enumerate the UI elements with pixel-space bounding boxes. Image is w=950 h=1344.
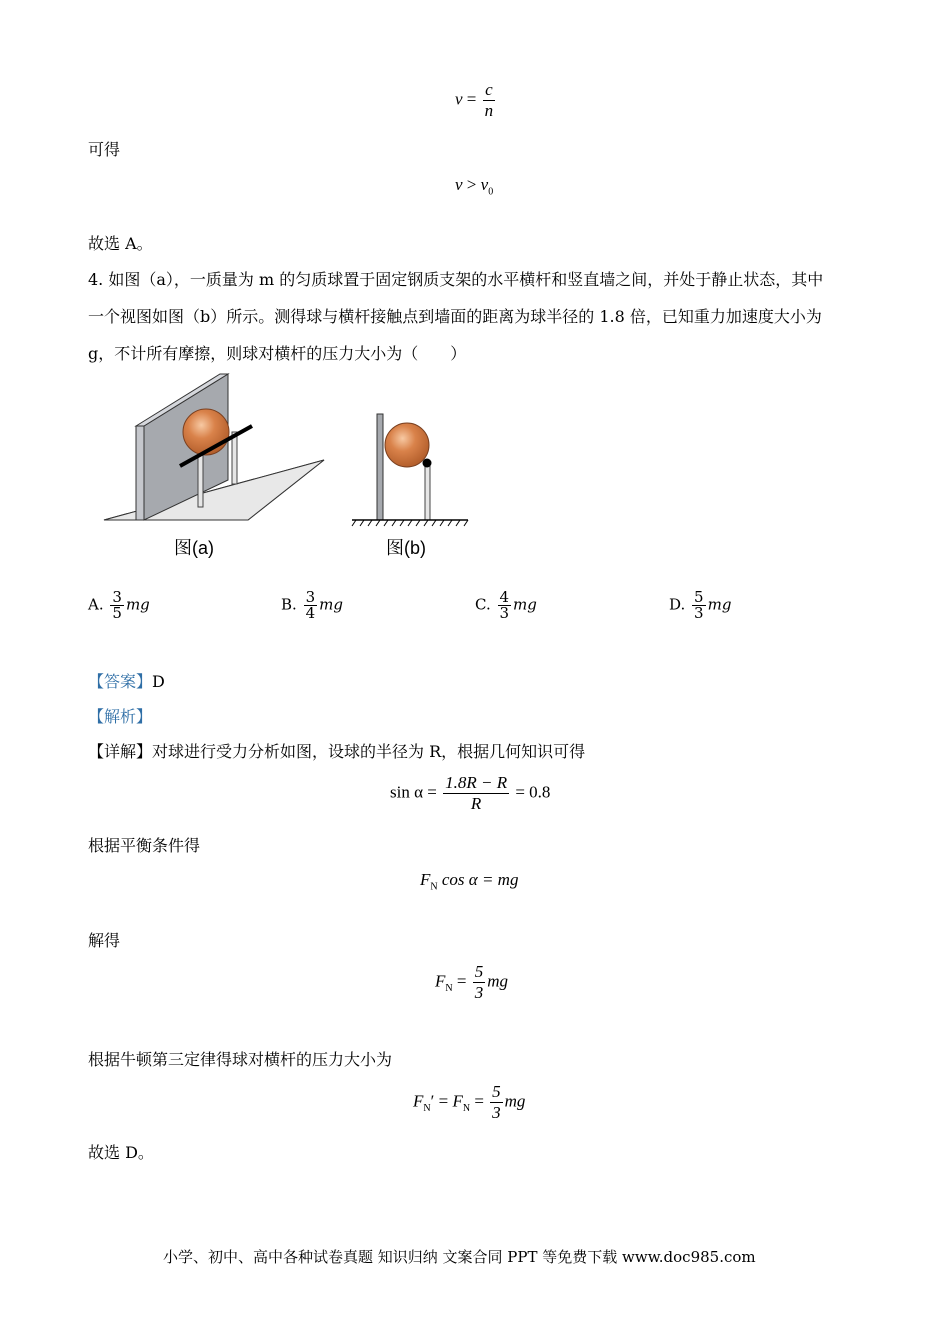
equation-balance: $F_N$ cos α = mg	[420, 870, 519, 893]
text-choose-a: 故选 A。	[88, 234, 153, 253]
answer-line	[88, 672, 165, 692]
option-c: C. $\frac{4}{3}$ mg	[475, 588, 537, 622]
equation-pressure: $F_N' = F_N$ = $\frac{5}{3}$ mg	[413, 1082, 526, 1122]
detail-line	[88, 742, 585, 762]
text-kede: 可得	[88, 140, 121, 159]
answer-label: 【答案】	[88, 672, 153, 691]
equation-speed: v = $\frac{c}{n}$	[455, 80, 494, 120]
equation-sin-alpha: sin α = $\frac{1.8R - R}{R}$ = 0.8	[390, 773, 551, 813]
equation-normal-force: $F_N$ = $\frac{5}{3}$ mg	[435, 962, 508, 1002]
analysis-label: 【解析】	[88, 707, 153, 726]
text-newton: 根据牛顿第三定律得球对横杆的压力大小为	[88, 1050, 393, 1069]
text-choose-d: 故选 D。	[88, 1143, 154, 1162]
figure-a	[104, 374, 324, 520]
answer-value: D	[152, 672, 165, 691]
footer-text: 小学、初中、高中各种试卷真题 知识归纳 文案合同 PPT 等免费下载 www.doc985.com	[163, 1248, 756, 1266]
equation-inequality: $v > v_0$	[455, 175, 494, 198]
option-b: B. $\frac{3}{4}$ mg	[281, 588, 343, 622]
question-line-2: 一个视图如图（b）所示。测得球与横杆接触点到墙面的距离为球半径的 1.8 倍，已知重力加速度大小为	[88, 307, 822, 326]
caption-figure-a: 图(a)	[174, 538, 214, 558]
detail-text: 对球进行受力分析如图，设球的半径为 R，根据几何知识可得	[152, 742, 586, 761]
text-balance: 根据平衡条件得	[88, 836, 201, 855]
question-line-3: g，不计所有摩擦，则球对横杆的压力大小为（ ）	[88, 344, 467, 363]
detail-label: 【详解】	[88, 742, 153, 761]
text-solve: 解得	[88, 931, 121, 950]
figure-b	[352, 414, 468, 526]
question-line-1: 4. 如图（a），一质量为 m 的匀质球置于固定钢质支架的水平横杆和竖直墙之间，并处于静止状态，其中	[88, 270, 824, 289]
caption-figure-b: 图(b)	[386, 538, 426, 558]
option-d: D. $\frac{5}{3}$ mg	[669, 588, 732, 622]
option-a: A. $\frac{3}{5}$ mg	[88, 588, 150, 622]
